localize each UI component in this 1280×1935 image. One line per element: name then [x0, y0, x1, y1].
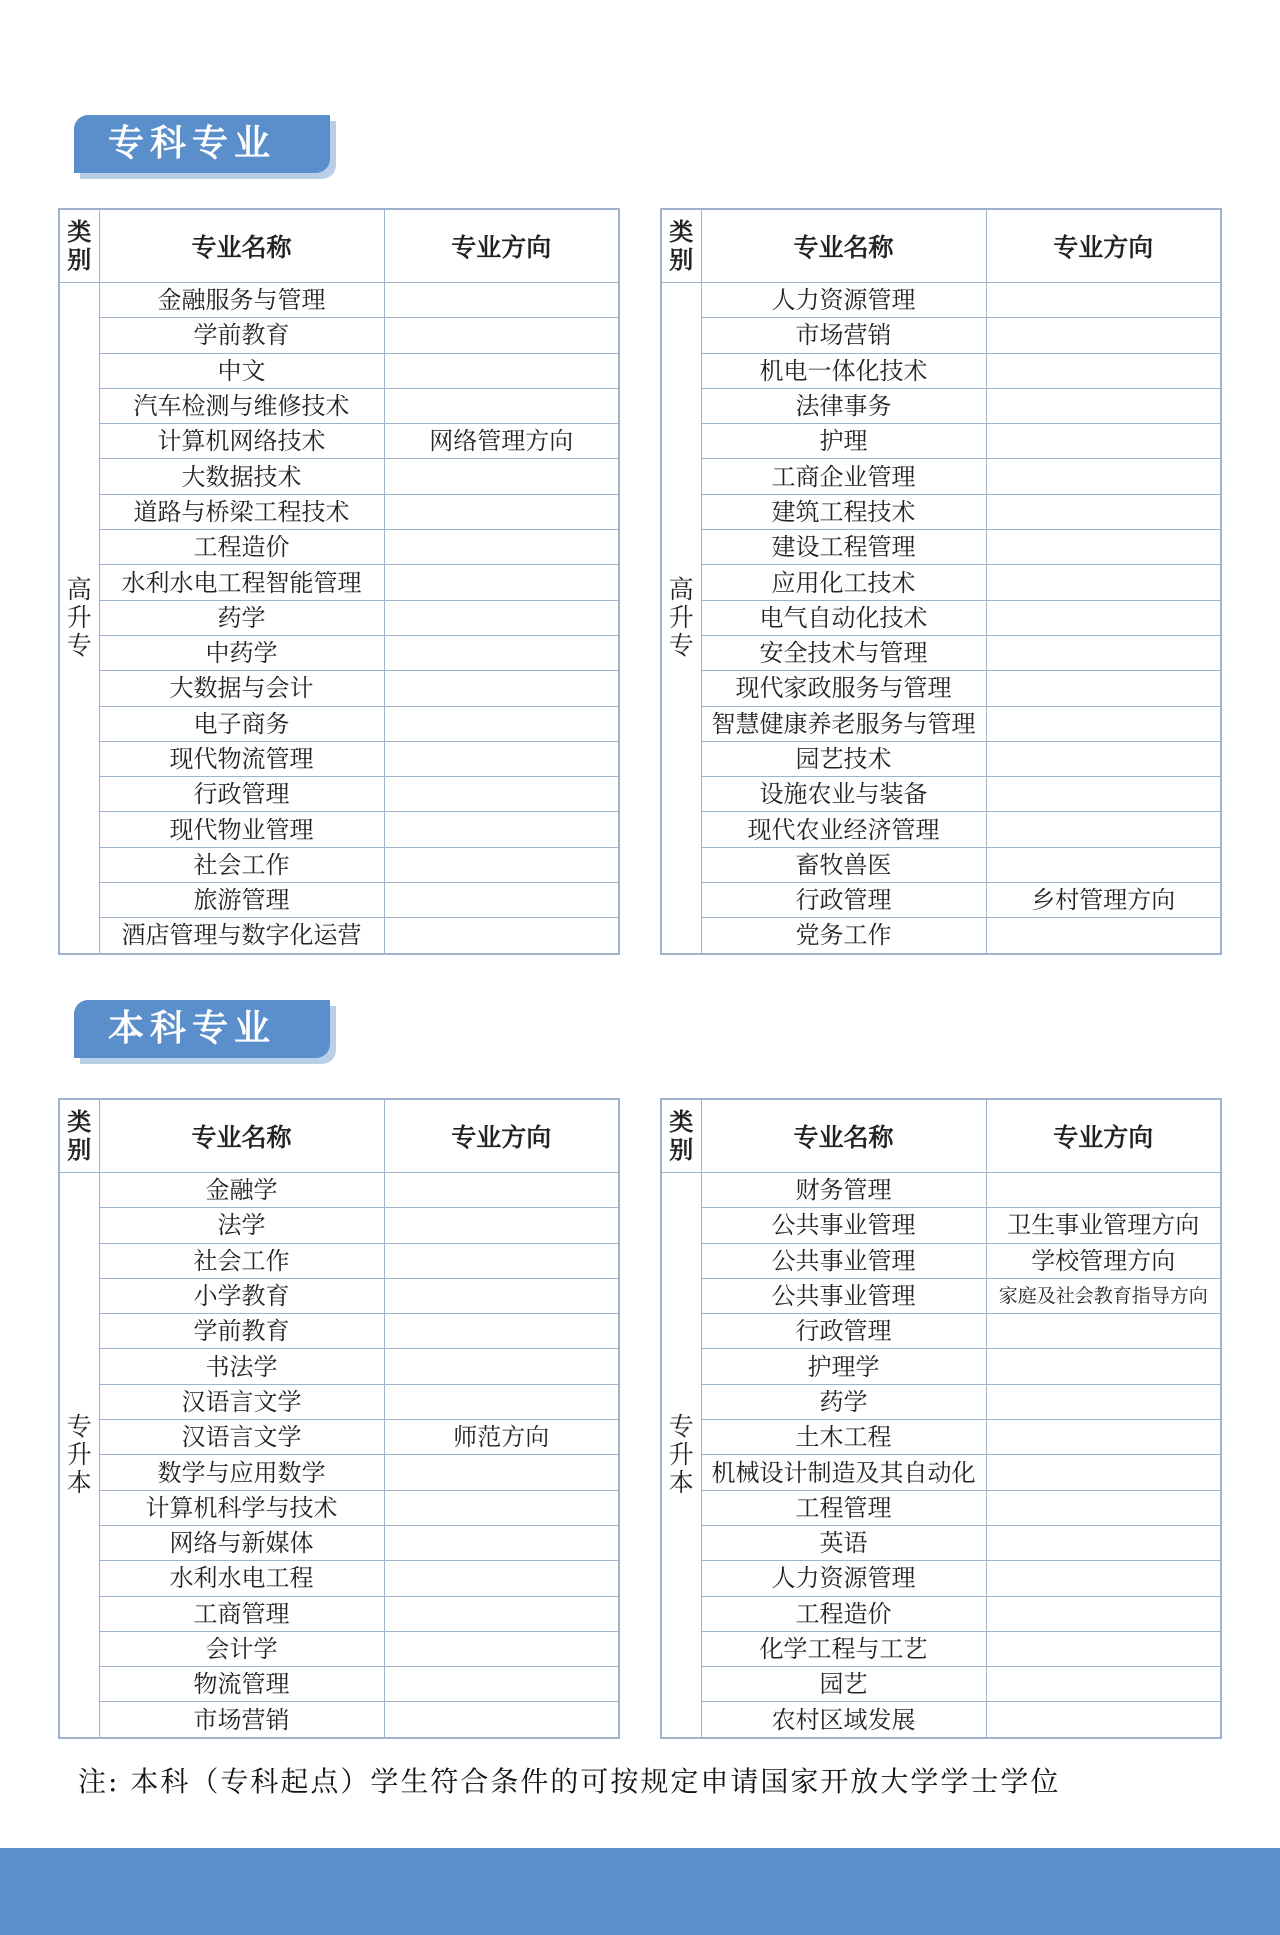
major-direction-cell — [384, 1525, 619, 1560]
major-direction-cell — [384, 1667, 619, 1702]
major-direction-cell — [384, 1349, 619, 1384]
major-direction-cell — [384, 1455, 619, 1490]
table-header-row — [59, 209, 619, 283]
table-row — [59, 1173, 619, 1208]
major-direction-cell — [384, 530, 619, 565]
major-name-cell: 现代物流管理 — [99, 741, 384, 776]
table-row — [661, 1596, 1221, 1631]
major-direction-cell — [384, 353, 619, 388]
major-direction-cell — [384, 883, 619, 918]
major-direction-cell — [384, 1490, 619, 1525]
table-row — [661, 812, 1221, 847]
major-direction-cell — [986, 600, 1221, 635]
major-direction-cell — [384, 847, 619, 882]
table-row — [59, 388, 619, 423]
table-row — [59, 1278, 619, 1313]
table-row — [661, 600, 1221, 635]
major-name-cell: 法学 — [99, 1208, 384, 1243]
header-name: 专业名称 — [99, 1099, 384, 1173]
major-name-cell: 计算机网络技术 — [99, 424, 384, 459]
table-row — [59, 565, 619, 600]
table-row — [661, 918, 1221, 954]
major-direction-cell — [384, 318, 619, 353]
major-name-cell: 金融学 — [99, 1173, 384, 1208]
major-name-cell: 畜牧兽医 — [701, 847, 986, 882]
table-row — [661, 883, 1221, 918]
major-direction-cell — [986, 530, 1221, 565]
major-direction-cell — [986, 1420, 1221, 1455]
major-name-cell: 英语 — [701, 1525, 986, 1560]
table-row — [59, 424, 619, 459]
major-name-cell: 药学 — [99, 600, 384, 635]
major-name-cell: 工程管理 — [701, 1490, 986, 1525]
major-name-cell: 智慧健康养老服务与管理 — [701, 706, 986, 741]
table-row — [661, 388, 1221, 423]
major-name-cell: 工商管理 — [99, 1596, 384, 1631]
major-name-cell: 水利水电工程智能管理 — [99, 565, 384, 600]
major-name-cell: 应用化工技术 — [701, 565, 986, 600]
table-header-row — [661, 1099, 1221, 1173]
major-direction-cell — [986, 777, 1221, 812]
major-name-cell: 社会工作 — [99, 1243, 384, 1278]
major-name-cell: 建设工程管理 — [701, 530, 986, 565]
category-cell: 高 升 专 — [661, 283, 701, 954]
major-name-cell: 药学 — [701, 1384, 986, 1419]
table-row — [661, 1490, 1221, 1525]
table-row — [59, 530, 619, 565]
table-row — [661, 671, 1221, 706]
table-row — [59, 1349, 619, 1384]
major-name-cell: 电气自动化技术 — [701, 600, 986, 635]
table-row — [59, 706, 619, 741]
major-name-cell: 机械设计制造及其自动化 — [701, 1455, 986, 1490]
major-direction-cell — [986, 424, 1221, 459]
major-direction-cell — [384, 741, 619, 776]
table-row — [661, 1208, 1221, 1243]
major-name-cell: 公共事业管理 — [701, 1243, 986, 1278]
major-direction-cell — [384, 1702, 619, 1738]
major-name-cell: 酒店管理与数字化运营 — [99, 918, 384, 954]
major-direction-cell — [986, 1173, 1221, 1208]
major-name-cell: 园艺技术 — [701, 741, 986, 776]
major-name-cell: 护理 — [701, 424, 986, 459]
major-direction-cell: 学校管理方向 — [986, 1243, 1221, 1278]
table-row — [59, 1243, 619, 1278]
table-row — [661, 741, 1221, 776]
major-name-cell: 财务管理 — [701, 1173, 986, 1208]
table-row — [59, 1314, 619, 1349]
major-direction-cell — [986, 741, 1221, 776]
major-name-cell: 法律事务 — [701, 388, 986, 423]
major-direction-cell — [384, 494, 619, 529]
header-direction: 专业方向 — [986, 1099, 1221, 1173]
major-direction-cell: 师范方向 — [384, 1420, 619, 1455]
footer-bar — [0, 1848, 1280, 1935]
table-row — [59, 741, 619, 776]
major-name-cell: 电子商务 — [99, 706, 384, 741]
majors-table-benke-right — [660, 1098, 1222, 1739]
major-direction-cell — [986, 459, 1221, 494]
major-direction-cell — [384, 1596, 619, 1631]
major-name-cell: 计算机科学与技术 — [99, 1490, 384, 1525]
major-name-cell: 会计学 — [99, 1631, 384, 1666]
table-row — [59, 635, 619, 670]
major-name-cell: 市场营销 — [99, 1702, 384, 1738]
major-name-cell: 中文 — [99, 353, 384, 388]
table-row — [661, 635, 1221, 670]
major-direction-cell — [986, 1455, 1221, 1490]
table-row — [59, 918, 619, 954]
table-row — [661, 353, 1221, 388]
major-direction-cell — [986, 1525, 1221, 1560]
table-row — [661, 494, 1221, 529]
major-name-cell: 旅游管理 — [99, 883, 384, 918]
major-direction-cell — [986, 1667, 1221, 1702]
table-header-row — [59, 1099, 619, 1173]
table-row — [661, 1243, 1221, 1278]
table-row — [59, 1561, 619, 1596]
table-row — [661, 1561, 1221, 1596]
major-name-cell: 数学与应用数学 — [99, 1455, 384, 1490]
majors-table-zhuanke-left — [58, 208, 620, 955]
major-name-cell: 工程造价 — [701, 1596, 986, 1631]
table-row — [661, 1349, 1221, 1384]
table-row — [59, 812, 619, 847]
table-row — [661, 847, 1221, 882]
major-name-cell: 现代家政服务与管理 — [701, 671, 986, 706]
major-direction-cell — [384, 706, 619, 741]
major-direction-cell — [384, 635, 619, 670]
major-direction-cell — [384, 565, 619, 600]
major-direction-cell — [986, 1384, 1221, 1419]
major-direction-cell — [384, 600, 619, 635]
major-name-cell: 护理学 — [701, 1349, 986, 1384]
category-cell: 专 升 本 — [59, 1173, 99, 1738]
table-row — [59, 1596, 619, 1631]
table-row — [59, 1667, 619, 1702]
major-direction-cell — [384, 777, 619, 812]
major-direction-cell — [986, 1631, 1221, 1666]
table-row — [59, 1631, 619, 1666]
major-direction-cell — [384, 283, 619, 318]
header-category: 类 别 — [661, 1099, 701, 1173]
major-direction-cell — [384, 1561, 619, 1596]
table-row — [59, 459, 619, 494]
major-name-cell: 汉语言文学 — [99, 1420, 384, 1455]
table-row — [59, 1455, 619, 1490]
header-category: 类 别 — [59, 1099, 99, 1173]
major-name-cell: 大数据技术 — [99, 459, 384, 494]
major-name-cell: 设施农业与装备 — [701, 777, 986, 812]
major-name-cell: 现代物业管理 — [99, 812, 384, 847]
major-name-cell: 安全技术与管理 — [701, 635, 986, 670]
major-name-cell: 学前教育 — [99, 1314, 384, 1349]
category-cell: 高 升 专 — [59, 283, 99, 954]
table-row — [661, 283, 1221, 318]
table-row — [59, 600, 619, 635]
major-direction-cell — [986, 1490, 1221, 1525]
table-row — [661, 565, 1221, 600]
major-name-cell: 园艺 — [701, 1667, 986, 1702]
header-category: 类 别 — [661, 209, 701, 283]
majors-table-benke-left — [58, 1098, 620, 1739]
major-name-cell: 市场营销 — [701, 318, 986, 353]
majors-table-zhuanke-right — [660, 208, 1222, 955]
major-name-cell: 中药学 — [99, 635, 384, 670]
major-direction-cell — [384, 918, 619, 954]
major-name-cell: 农村区域发展 — [701, 1702, 986, 1738]
major-name-cell: 大数据与会计 — [99, 671, 384, 706]
table-row — [661, 459, 1221, 494]
table-row — [59, 671, 619, 706]
header-name: 专业名称 — [701, 1099, 986, 1173]
major-direction-cell — [384, 459, 619, 494]
major-direction-cell — [384, 812, 619, 847]
category-cell: 专 升 本 — [661, 1173, 701, 1738]
major-direction-cell — [986, 1596, 1221, 1631]
major-direction-cell — [986, 283, 1221, 318]
header-direction: 专业方向 — [986, 209, 1221, 283]
major-direction-cell — [986, 1314, 1221, 1349]
major-name-cell: 现代农业经济管理 — [701, 812, 986, 847]
major-direction-cell — [986, 847, 1221, 882]
table-row — [59, 1208, 619, 1243]
major-name-cell: 机电一体化技术 — [701, 353, 986, 388]
major-direction-cell — [986, 918, 1221, 954]
table-row — [661, 1384, 1221, 1419]
header-name: 专业名称 — [99, 209, 384, 283]
major-name-cell: 水利水电工程 — [99, 1561, 384, 1596]
section-title-zhuanke-label: 专科专业 — [74, 115, 330, 173]
major-direction-cell — [384, 1631, 619, 1666]
header-direction: 专业方向 — [384, 1099, 619, 1173]
major-direction-cell: 卫生事业管理方向 — [986, 1208, 1221, 1243]
major-direction-cell — [384, 1208, 619, 1243]
major-direction-cell — [986, 353, 1221, 388]
major-name-cell: 网络与新媒体 — [99, 1525, 384, 1560]
major-name-cell: 书法学 — [99, 1349, 384, 1384]
table-row — [661, 1702, 1221, 1738]
major-direction-cell — [986, 494, 1221, 529]
table-row — [59, 353, 619, 388]
table-row — [661, 1631, 1221, 1666]
major-name-cell: 行政管理 — [701, 1314, 986, 1349]
major-name-cell: 人力资源管理 — [701, 1561, 986, 1596]
table-row — [661, 1314, 1221, 1349]
table-header-row — [661, 209, 1221, 283]
major-direction-cell — [986, 1349, 1221, 1384]
section-title-benke — [74, 1000, 334, 1062]
major-name-cell: 汉语言文学 — [99, 1384, 384, 1419]
section-title-zhuanke — [74, 115, 334, 177]
major-name-cell: 行政管理 — [99, 777, 384, 812]
table-row — [661, 1525, 1221, 1560]
major-name-cell: 公共事业管理 — [701, 1208, 986, 1243]
major-direction-cell — [986, 565, 1221, 600]
major-name-cell: 人力资源管理 — [701, 283, 986, 318]
major-direction-cell — [384, 1173, 619, 1208]
major-name-cell: 党务工作 — [701, 918, 986, 954]
table-row — [59, 1384, 619, 1419]
table-row — [661, 1667, 1221, 1702]
major-name-cell: 汽车检测与维修技术 — [99, 388, 384, 423]
major-name-cell: 小学教育 — [99, 1278, 384, 1313]
major-name-cell: 道路与桥梁工程技术 — [99, 494, 384, 529]
major-name-cell: 学前教育 — [99, 318, 384, 353]
major-direction-cell — [986, 388, 1221, 423]
table-row — [59, 318, 619, 353]
major-name-cell: 土木工程 — [701, 1420, 986, 1455]
major-name-cell: 公共事业管理 — [701, 1278, 986, 1313]
major-direction-cell: 乡村管理方向 — [986, 883, 1221, 918]
header-direction: 专业方向 — [384, 209, 619, 283]
major-name-cell: 行政管理 — [701, 883, 986, 918]
major-direction-cell — [986, 1561, 1221, 1596]
table-row — [661, 318, 1221, 353]
major-direction-cell: 家庭及社会教育指导方向 — [986, 1278, 1221, 1313]
table-row — [661, 1420, 1221, 1455]
table-row — [59, 1420, 619, 1455]
table-row — [661, 1455, 1221, 1490]
major-name-cell: 工程造价 — [99, 530, 384, 565]
table-row — [661, 706, 1221, 741]
table-row — [59, 1702, 619, 1738]
major-direction-cell — [986, 812, 1221, 847]
major-direction-cell: 网络管理方向 — [384, 424, 619, 459]
major-direction-cell — [384, 671, 619, 706]
major-name-cell: 工商企业管理 — [701, 459, 986, 494]
major-direction-cell — [384, 1384, 619, 1419]
table-row — [661, 1278, 1221, 1313]
table-row — [661, 777, 1221, 812]
table-row — [59, 1525, 619, 1560]
header-category: 类 别 — [59, 209, 99, 283]
table-row — [59, 494, 619, 529]
major-direction-cell — [986, 635, 1221, 670]
table-row — [661, 1173, 1221, 1208]
major-direction-cell — [986, 706, 1221, 741]
major-name-cell: 建筑工程技术 — [701, 494, 986, 529]
major-name-cell: 社会工作 — [99, 847, 384, 882]
major-name-cell: 金融服务与管理 — [99, 283, 384, 318]
table-row — [661, 530, 1221, 565]
table-row — [59, 883, 619, 918]
table-row — [59, 777, 619, 812]
major-direction-cell — [986, 671, 1221, 706]
section-title-benke-label: 本科专业 — [74, 1000, 330, 1058]
major-direction-cell — [384, 1314, 619, 1349]
major-name-cell: 物流管理 — [99, 1667, 384, 1702]
header-name: 专业名称 — [701, 209, 986, 283]
footnote: 注: 本科（专科起点）学生符合条件的可按规定申请国家开放大学学士学位 — [78, 1765, 1061, 1798]
major-direction-cell — [986, 1702, 1221, 1738]
table-row — [59, 847, 619, 882]
major-name-cell: 化学工程与工艺 — [701, 1631, 986, 1666]
table-row — [661, 424, 1221, 459]
table-row — [59, 1490, 619, 1525]
major-direction-cell — [384, 388, 619, 423]
major-direction-cell — [384, 1243, 619, 1278]
major-direction-cell — [384, 1278, 619, 1313]
major-direction-cell — [986, 318, 1221, 353]
table-row — [59, 283, 619, 318]
